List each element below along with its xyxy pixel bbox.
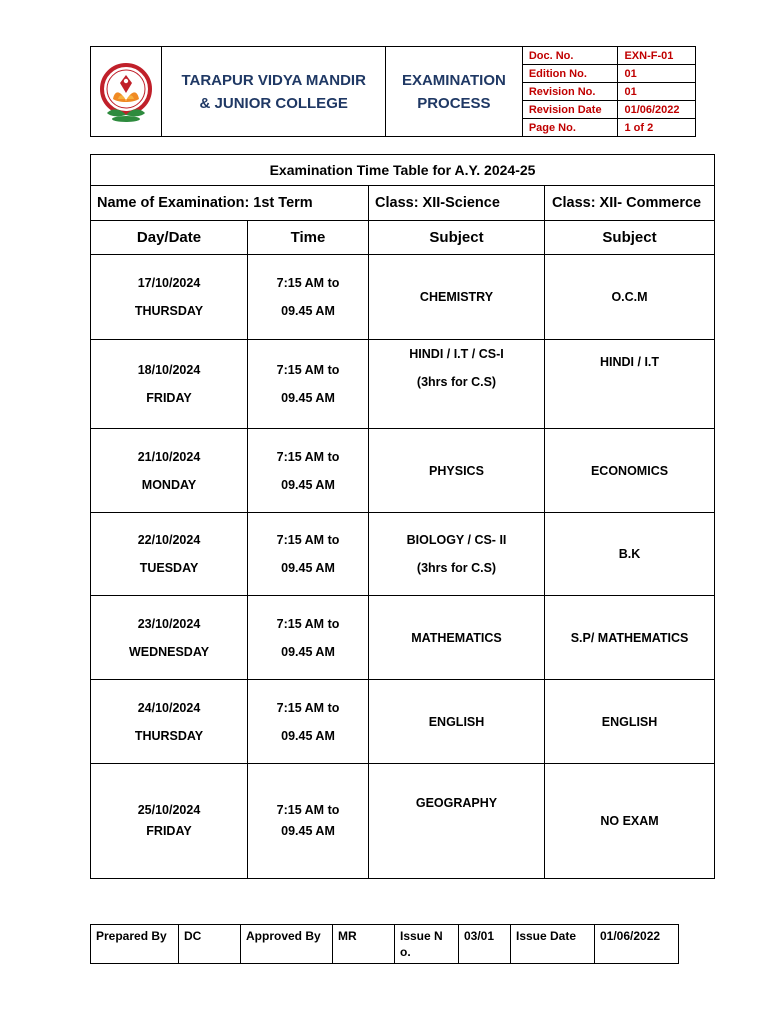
- table-row: [91, 255, 715, 340]
- exam-date: 18/10/2024: [137, 363, 201, 377]
- science-subject-cell: [369, 513, 545, 596]
- day-date-cell: [91, 429, 248, 513]
- exam-date: 25/10/2024: [137, 803, 201, 817]
- science-subject: MATHEMATICS: [411, 630, 502, 645]
- exam-day: THURSDAY: [134, 304, 204, 318]
- table-row: [91, 340, 715, 429]
- issue-no-value: 03/01: [459, 925, 511, 964]
- table-row: [91, 680, 715, 764]
- meta-label-revision-no: Revision No.: [522, 83, 618, 101]
- time-cell: [248, 340, 369, 429]
- approved-by-label: Approved By: [241, 925, 333, 964]
- science-subject-cell: [369, 596, 545, 680]
- exam-time-start: 7:15 AM to: [276, 276, 340, 290]
- exam-date: 22/10/2024: [137, 533, 201, 547]
- science-subject-cell: [369, 764, 545, 879]
- exam-day: FRIDAY: [146, 824, 192, 838]
- commerce-subject-cell: [545, 596, 715, 680]
- school-logo-icon: [97, 59, 155, 125]
- exam-date: 23/10/2024: [137, 616, 201, 631]
- meta-label-doc-no: Doc. No.: [522, 47, 618, 65]
- exam-time-end: 09.45 AM: [281, 391, 335, 405]
- process-title-line2: PROCESS: [417, 94, 491, 112]
- issue-date-label: Issue Date: [511, 925, 595, 964]
- commerce-subject-cell: [545, 255, 715, 340]
- exam-time-start: 7:15 AM to: [276, 803, 340, 817]
- day-date-cell: [91, 680, 248, 764]
- science-subject: CHEMISTRY: [419, 290, 494, 304]
- issue-no-label: Issue No.: [395, 925, 459, 964]
- exam-time-start: 7:15 AM to: [276, 363, 340, 377]
- time-cell: [248, 429, 369, 513]
- col-header-subject-science: Subject: [369, 221, 545, 255]
- exam-time-end: 09.45 AM: [281, 304, 335, 318]
- exam-day: TUESDAY: [139, 561, 199, 575]
- science-subject-cell: [369, 255, 545, 340]
- prepared-by-label: Prepared By: [91, 925, 179, 964]
- exam-timetable: [90, 154, 715, 879]
- exam-day: WEDNESDAY: [128, 644, 210, 659]
- class-commerce: Class: XII- Commerce: [545, 186, 715, 221]
- commerce-subject: O.C.M: [611, 290, 648, 304]
- approved-by-value: MR: [333, 925, 395, 964]
- commerce-subject: HINDI / I.T: [600, 355, 660, 369]
- commerce-subject-cell: [545, 680, 715, 764]
- commerce-subject-cell: [545, 764, 715, 879]
- exam-time-end: 09.45 AM: [281, 561, 335, 575]
- commerce-subject-cell: [545, 513, 715, 596]
- col-header-day-date: Day/Date: [91, 221, 248, 255]
- col-header-time: Time: [248, 221, 369, 255]
- table-row: [91, 429, 715, 513]
- exam-day: THURSDAY: [134, 728, 204, 743]
- meta-value-edition-no: 01: [618, 65, 696, 83]
- exam-day: FRIDAY: [146, 391, 192, 405]
- time-cell: [248, 596, 369, 680]
- day-date-cell: [91, 596, 248, 680]
- meta-value-revision-no: 01: [618, 83, 696, 101]
- document-header: [90, 46, 696, 137]
- exam-time-end: 09.45 AM: [281, 644, 335, 659]
- issue-date-value: 01/06/2022: [595, 925, 679, 964]
- commerce-subject: ENGLISH: [601, 714, 658, 729]
- science-subject: BIOLOGY / CS- II: [406, 533, 507, 547]
- time-cell: [248, 513, 369, 596]
- meta-value-revision-date: 01/06/2022: [618, 101, 696, 119]
- process-title: [385, 47, 522, 137]
- timetable-title: Examination Time Table for A.Y. 2024-25: [91, 155, 715, 186]
- exam-date: 24/10/2024: [137, 700, 201, 715]
- meta-value-page-no: 1 of 2: [618, 119, 696, 137]
- school-name-line1: TARAPUR VIDYA MANDIR: [181, 71, 366, 89]
- table-row: [91, 513, 715, 596]
- science-subject-note: (3hrs for C.S): [416, 561, 497, 575]
- science-subject: HINDI / I.T / CS-I: [409, 347, 504, 361]
- commerce-subject-cell: [545, 429, 715, 513]
- exam-day: MONDAY: [141, 477, 197, 492]
- exam-time-start: 7:15 AM to: [276, 700, 340, 715]
- exam-name: Name of Examination: 1st Term: [91, 186, 369, 221]
- meta-label-edition-no: Edition No.: [522, 65, 618, 83]
- school-logo-cell: [91, 47, 162, 137]
- science-subject-cell: [369, 340, 545, 429]
- time-cell: [248, 764, 369, 879]
- day-date-cell: [91, 764, 248, 879]
- day-date-cell: [91, 513, 248, 596]
- science-subject: PHYSICS: [429, 463, 484, 478]
- science-subject-cell: [369, 680, 545, 764]
- science-subject-note: (3hrs for C.S): [416, 375, 497, 389]
- exam-time-end: 09.45 AM: [281, 477, 335, 492]
- exam-date: 17/10/2024: [137, 276, 201, 290]
- exam-time-start: 7:15 AM to: [276, 616, 340, 631]
- time-cell: [248, 680, 369, 764]
- exam-time-end: 09.45 AM: [281, 824, 335, 838]
- school-name-line2: & JUNIOR COLLEGE: [199, 94, 348, 112]
- process-title-line1: EXAMINATION: [401, 71, 506, 89]
- document-footer: [90, 924, 679, 964]
- commerce-subject-cell: [545, 340, 715, 429]
- table-row: [91, 596, 715, 680]
- meta-value-doc-no: EXN-F-01: [618, 47, 696, 65]
- exam-date: 21/10/2024: [137, 449, 201, 464]
- exam-time-start: 7:15 AM to: [276, 533, 340, 547]
- school-name: [162, 47, 385, 137]
- science-subject: ENGLISH: [428, 714, 485, 729]
- table-row: [91, 764, 715, 879]
- commerce-subject: NO EXAM: [600, 814, 659, 828]
- meta-label-page-no: Page No.: [522, 119, 618, 137]
- meta-label-revision-date: Revision Date: [522, 101, 618, 119]
- class-science: Class: XII-Science: [369, 186, 545, 221]
- day-date-cell: [91, 340, 248, 429]
- exam-time-end: 09.45 AM: [281, 728, 335, 743]
- commerce-subject: ECONOMICS: [590, 463, 669, 478]
- col-header-subject-commerce: Subject: [545, 221, 715, 255]
- prepared-by-value: DC: [179, 925, 241, 964]
- time-cell: [248, 255, 369, 340]
- day-date-cell: [91, 255, 248, 340]
- exam-time-start: 7:15 AM to: [276, 449, 340, 464]
- science-subject-cell: [369, 429, 545, 513]
- science-subject: GEOGRAPHY: [415, 796, 498, 810]
- commerce-subject: B.K: [618, 547, 641, 561]
- commerce-subject: S.P/ MATHEMATICS: [570, 630, 689, 645]
